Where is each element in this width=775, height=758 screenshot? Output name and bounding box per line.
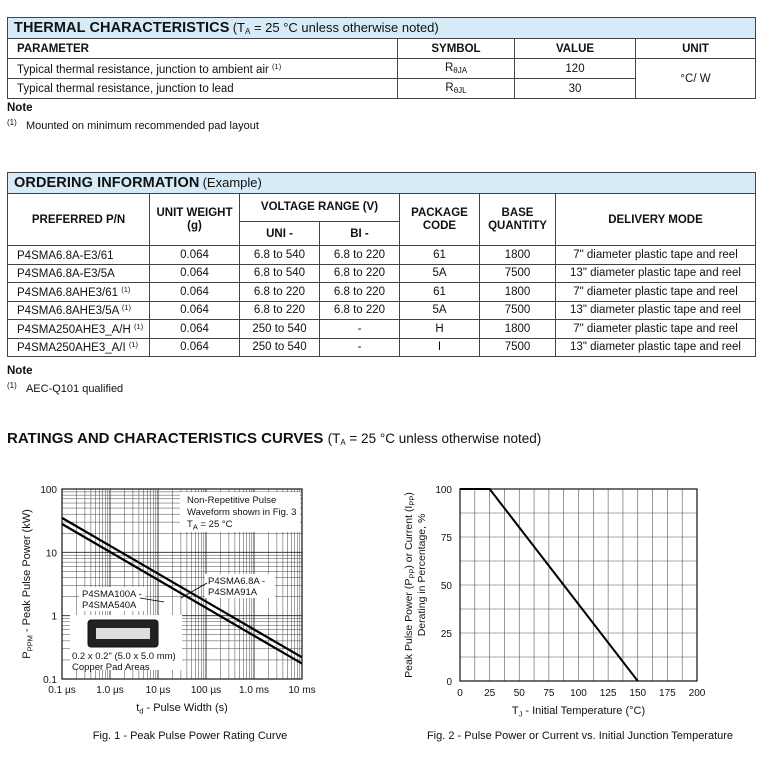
series-label: P4SMA540A <box>82 600 137 611</box>
thermal-note-label: Note <box>7 102 33 114</box>
x-tick-label: 125 <box>599 688 617 699</box>
series-label: P4SMA91A <box>208 587 258 598</box>
x-tick-label: 10 µs <box>145 685 171 696</box>
ordering-title: ORDERING INFORMATION <box>14 175 200 191</box>
x-axis-label: $T_J$ - Initial Temperature (°C) <box>511 705 646 719</box>
fig1-caption: Fig. 1 - Peak Pulse Power Rating Curve <box>92 730 288 742</box>
order-pn: P4SMA250AHE3_A/I $^{(1)}$ <box>8 338 150 357</box>
thermal-condition: ($T_A = 25$ °C unless otherwise noted) <box>232 20 439 36</box>
ordering-header-weight: UNIT WEIGHT (g) <box>150 194 240 246</box>
order-pn: P4SMA6.8A-E3/61 <box>8 246 150 265</box>
x-tick-label: 1.0 µs <box>96 685 124 696</box>
order-quantity: 7500 <box>480 338 556 357</box>
table-row <box>8 59 756 79</box>
thermal-header-symbol: SYMBOL <box>398 39 515 59</box>
table-row <box>8 246 756 265</box>
ordering-header-mode: DELIVERY MODE <box>556 194 756 246</box>
order-weight: 0.064 <box>150 320 240 339</box>
ordering-header-quantity: BASE QUANTITY <box>480 194 556 246</box>
order-package: 61 <box>400 246 480 265</box>
thermal-value: 30 <box>515 79 636 99</box>
y-tick-label: 10 <box>45 548 57 560</box>
x-tick-label: 10 ms <box>288 685 316 696</box>
order-mode: 13" diameter plastic tape and reel <box>556 301 756 320</box>
pad-text: Copper Pad Areas <box>72 662 150 673</box>
curves-title: RATINGS AND CHARACTERISTICS CURVES ($T_A = 25$ °C unless otherwise noted) <box>7 430 542 447</box>
order-uni: 6.8 to 220 <box>240 301 320 320</box>
order-mode: 7" diameter plastic tape and reel <box>556 283 756 302</box>
y-axis-label: Derating in Percentage, % <box>416 513 428 637</box>
order-package: 5A <box>400 264 480 283</box>
series-label: P4SMA6.8A - <box>208 576 266 587</box>
order-uni: 6.8 to 540 <box>240 246 320 265</box>
ordering-header-bi: BI - <box>320 222 400 246</box>
order-uni: 6.8 to 540 <box>240 264 320 283</box>
thermal-table <box>7 17 756 99</box>
order-quantity: 1800 <box>480 246 556 265</box>
thermal-value: 120 <box>515 59 636 79</box>
ordering-header-package: PACKAGE CODE <box>400 194 480 246</box>
order-mode: 7" diameter plastic tape and reel <box>556 246 756 265</box>
ordering-header-uni: UNI - <box>240 222 320 246</box>
order-quantity: 1800 <box>480 283 556 302</box>
table-row <box>8 283 756 302</box>
x-tick-label: 25 <box>484 688 496 699</box>
y-tick-label: 1 <box>51 611 57 623</box>
condition-text: Non-Repetitive Pulse <box>187 495 277 506</box>
x-tick-label: 100 <box>570 688 587 699</box>
fig2-caption: Fig. 2 - Pulse Power or Current vs. Initial Junction Temperature <box>426 730 734 742</box>
x-tick-label: 0.1 µs <box>48 685 76 696</box>
order-quantity: 7500 <box>480 301 556 320</box>
table-row <box>8 338 756 357</box>
y-tick-label: 75 <box>440 533 452 544</box>
thermal-symbol: $R_{\theta JA}$ <box>398 59 515 79</box>
fig2-chart <box>395 470 770 720</box>
condition-text: $T_A = 25$ °C <box>187 519 233 532</box>
order-bi: 6.8 to 220 <box>320 264 400 283</box>
order-weight: 0.064 <box>150 246 240 265</box>
thermal-title: THERMAL CHARACTERISTICS <box>14 20 230 36</box>
ordering-header-voltage: VOLTAGE RANGE (V) <box>240 194 400 222</box>
fig1-chart <box>0 470 380 720</box>
pad-text: 0.2 x 0.2" (5.0 x 5.0 mm) <box>72 651 176 662</box>
ordering-note-label: Note <box>7 365 33 377</box>
order-package: 61 <box>400 283 480 302</box>
y-axis-label: Peak Pulse Power $(P_{PP})$ or Current $(I_{PP})$ <box>403 492 417 678</box>
table-row <box>8 301 756 320</box>
order-mode: 13" diameter plastic tape and reel <box>556 338 756 357</box>
order-weight: 0.064 <box>150 264 240 283</box>
order-package: I <box>400 338 480 357</box>
x-tick-label: 100 µs <box>190 685 222 696</box>
order-quantity: 7500 <box>480 264 556 283</box>
thermal-unit: °C/ W <box>636 59 756 99</box>
pad-package-icon <box>96 628 150 639</box>
thermal-title-bar <box>8 18 756 39</box>
order-uni: 250 to 540 <box>240 338 320 357</box>
order-bi: 6.8 to 220 <box>320 246 400 265</box>
x-tick-label: 50 <box>513 688 525 699</box>
ordering-header-pn: PREFERRED P/N <box>8 194 150 246</box>
x-tick-label: 200 <box>688 688 706 699</box>
ordering-table <box>7 172 756 357</box>
order-mode: 7" diameter plastic tape and reel <box>556 320 756 339</box>
condition-text: Waveform shown in Fig. 3 <box>187 507 297 518</box>
table-row <box>8 264 756 283</box>
ordering-note: $^{(1)}$ AEC-Q101 qualified <box>7 381 124 395</box>
y-tick-label: 0.1 <box>43 675 57 686</box>
order-pn: P4SMA6.8AHE3/5A $^{(1)}$ <box>8 301 150 320</box>
y-tick-label: 100 <box>435 485 452 496</box>
series-label: P4SMA100A - <box>82 589 142 600</box>
order-bi: 6.8 to 220 <box>320 283 400 302</box>
ordering-subtitle: (Example) <box>202 175 262 190</box>
thermal-symbol: $R_{\theta JL}$ <box>398 79 515 99</box>
order-weight: 0.064 <box>150 301 240 320</box>
order-quantity: 1800 <box>480 320 556 339</box>
order-pn: P4SMA6.8AHE3/61 $^{(1)}$ <box>8 283 150 302</box>
y-tick-label: 0 <box>446 677 452 688</box>
order-weight: 0.064 <box>150 283 240 302</box>
x-tick-label: 0 <box>457 688 463 699</box>
thermal-param: Typical thermal resistance, junction to ambient air $^{(1)}$ <box>8 59 398 79</box>
thermal-header-value: VALUE <box>515 39 636 59</box>
order-package: 5A <box>400 301 480 320</box>
thermal-param: Typical thermal resistance, junction to lead <box>8 79 398 99</box>
x-tick-label: 75 <box>543 688 555 699</box>
order-uni: 6.8 to 220 <box>240 283 320 302</box>
order-package: H <box>400 320 480 339</box>
y-axis-label: $P_{PPM}$ - Peak Pulse Power (kW) <box>21 509 35 659</box>
order-weight: 0.064 <box>150 338 240 357</box>
order-pn: P4SMA6.8A-E3/5A <box>8 264 150 283</box>
order-pn: P4SMA250AHE3_A/H $^{(1)}$ <box>8 320 150 339</box>
ordering-title-bar <box>8 173 756 194</box>
x-tick-label: 150 <box>629 688 647 699</box>
x-axis-label: $t_d$ - Pulse Width (s) <box>136 702 228 716</box>
thermal-note: $^{(1)}$ Mounted on minimum recommended pad layout <box>7 118 259 132</box>
order-uni: 250 to 540 <box>240 320 320 339</box>
order-bi: - <box>320 320 400 339</box>
x-tick-label: 175 <box>659 688 676 699</box>
order-mode: 13" diameter plastic tape and reel <box>556 264 756 283</box>
x-tick-label: 1.0 ms <box>238 685 270 696</box>
y-tick-label: 50 <box>440 581 452 592</box>
thermal-header-parameter: PARAMETER <box>8 39 398 59</box>
order-bi: - <box>320 338 400 357</box>
table-row <box>8 320 756 339</box>
order-bi: 6.8 to 220 <box>320 301 400 320</box>
thermal-header-unit: UNIT <box>636 39 756 59</box>
y-tick-label: 100 <box>40 485 57 496</box>
y-tick-label: 25 <box>440 629 452 640</box>
